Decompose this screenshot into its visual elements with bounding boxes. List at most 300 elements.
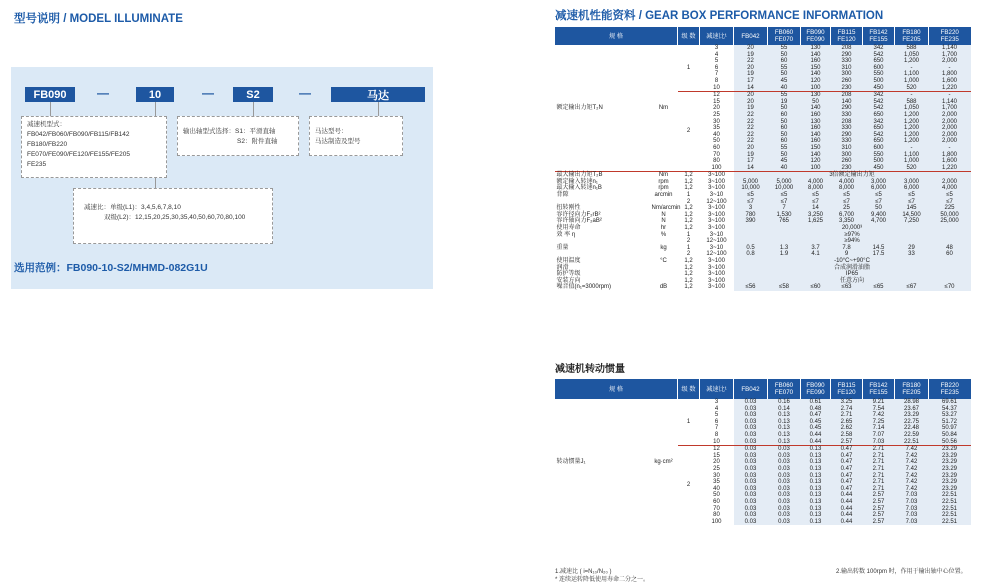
table-cell: 1,2 xyxy=(684,284,693,291)
table-cell: 1 xyxy=(686,231,691,238)
table-row xyxy=(555,258,971,265)
table-row xyxy=(555,192,971,199)
table-cell: 310 xyxy=(831,65,863,72)
table-cell: 19 xyxy=(734,105,768,112)
table-cell: 7.42 xyxy=(895,486,929,493)
row-label: 转动惯量J₁ xyxy=(556,458,586,465)
motor-description: 马达型号： 马达制造及型号 xyxy=(309,116,403,156)
table-cell: 0.13 xyxy=(801,459,831,466)
table-cell: 0.13 xyxy=(801,453,831,460)
table-row xyxy=(555,218,971,225)
table-cell: 5 xyxy=(714,412,719,419)
table-cell: 2.57 xyxy=(863,492,895,499)
table-cell: 145 xyxy=(895,205,929,212)
table-cell: 1,600 xyxy=(929,158,971,165)
row-unit: hr xyxy=(660,225,667,232)
table-cell: 9,400 xyxy=(863,212,895,219)
table-row xyxy=(555,284,971,291)
table-cell: 3倍额定输出力矩 xyxy=(734,172,971,179)
table-cell: 30 xyxy=(713,118,720,125)
performance-table xyxy=(554,27,971,291)
table-cell: 60 xyxy=(768,112,801,119)
header-cell: 级 数 xyxy=(678,27,700,45)
table-cell: 650 xyxy=(863,125,895,132)
table-cell: 0.03 xyxy=(734,432,768,439)
row-unit: Nm/arcmin xyxy=(651,205,681,212)
shaft-description: 输出轴型式选择：S1：平滑直轴 S2：附件直轴 xyxy=(177,116,299,156)
table-cell: 0.44 xyxy=(831,506,863,513)
row-label xyxy=(555,238,650,245)
table-cell: 9.21 xyxy=(863,399,895,406)
table-cell: 0.03 xyxy=(768,446,801,453)
table-cell: 14 xyxy=(801,205,831,212)
table-cell: 22 xyxy=(734,138,768,145)
table-cell: 7.03 xyxy=(895,519,929,526)
connector-line xyxy=(378,102,379,116)
table-cell: 19 xyxy=(734,71,768,78)
table-cell: 25 xyxy=(713,465,720,472)
table-cell: 160 xyxy=(801,138,831,145)
model-code-ratio: 10 xyxy=(136,87,174,102)
table-cell: 10 xyxy=(713,438,720,445)
table-cell: 1,000 xyxy=(895,158,929,165)
table-cell: 342 xyxy=(863,45,895,52)
row-label: 安装方向 xyxy=(556,277,581,284)
table-cell: 290 xyxy=(831,105,863,112)
table-cell: 0.03 xyxy=(734,453,768,460)
table-cell: ≤63 xyxy=(831,284,863,291)
table-cell: ≤58 xyxy=(768,284,801,291)
table-cell: 2.71 xyxy=(863,446,895,453)
table-cell: 0.03 xyxy=(734,419,768,426)
table-row xyxy=(555,232,971,239)
table-cell: 10 xyxy=(713,84,720,91)
header-cell: FB142 FE155 xyxy=(863,379,895,399)
table-cell: 55 xyxy=(768,45,801,52)
table-row xyxy=(555,199,971,206)
table-cell: 3,250 xyxy=(801,212,831,219)
table-cell: 600 xyxy=(863,65,895,72)
table-cell: 50.84 xyxy=(929,432,971,439)
table-cell: 23.29 xyxy=(929,486,971,493)
table-cell: 140 xyxy=(801,132,831,139)
table-cell: 1,2 xyxy=(684,185,693,192)
table-cell: 0.03 xyxy=(768,466,801,473)
table-cell: 0.03 xyxy=(734,399,768,406)
table-cell: 7.03 xyxy=(895,499,929,506)
row-unit: N xyxy=(661,218,666,225)
header-cell: 级 数 xyxy=(678,379,700,399)
table-cell: 7.42 xyxy=(895,473,929,480)
table-cell: 40 xyxy=(768,165,801,172)
ratio-description: 减速比：单级(L1)：3,4,5,6,7,8,10 双级(L2)：12,15,20,25,30,35,40,50,60,70,80,100 xyxy=(73,188,273,244)
table-row xyxy=(555,212,971,219)
table-cell: 10,000 xyxy=(734,185,768,192)
table-cell: 20 xyxy=(713,105,720,112)
table-cell: ≤7 xyxy=(768,199,801,206)
table-cell: 22 xyxy=(734,112,768,119)
table-cell: 0.48 xyxy=(801,406,831,413)
table-cell: 2.57 xyxy=(863,506,895,513)
table-cell: 3~100 xyxy=(708,178,725,185)
table-cell: 3~100 xyxy=(708,218,725,225)
table-cell: 330 xyxy=(831,125,863,132)
table-cell: 40 xyxy=(768,85,801,92)
table-cell: 20 xyxy=(734,92,768,99)
table-cell: 4,700 xyxy=(863,218,895,225)
table-cell: 1.3 xyxy=(768,245,801,252)
table-cell: 588 xyxy=(895,45,929,52)
table-cell: 0.03 xyxy=(734,406,768,413)
table-cell: 550 xyxy=(863,152,895,159)
table-cell: 2.62 xyxy=(831,425,863,432)
table-cell: 140 xyxy=(801,52,831,59)
table-cell: 7.07 xyxy=(863,432,895,439)
table-cell: 50 xyxy=(768,152,801,159)
connector-line xyxy=(253,102,254,116)
table-cell: 1,2 xyxy=(678,172,700,179)
table-cell: 0.44 xyxy=(801,439,831,446)
table-cell: 2,000 xyxy=(929,58,971,65)
table-cell: 23.29 xyxy=(929,453,971,460)
table-cell: 0.47 xyxy=(831,486,863,493)
table-cell: 19 xyxy=(734,152,768,159)
table-cell: 1,200 xyxy=(895,119,929,126)
row-label: 使用温度 xyxy=(556,258,581,264)
table-row xyxy=(555,278,971,285)
connector-line xyxy=(50,102,51,116)
row-unit xyxy=(650,251,678,258)
table-cell: 3,000 xyxy=(895,179,929,186)
model-code-series: FB090 xyxy=(25,87,75,102)
table-cell: 0.03 xyxy=(734,425,768,432)
table-cell: 14 xyxy=(734,85,768,92)
table-cell: 7.42 xyxy=(895,446,929,453)
table-cell: 5,000 xyxy=(768,179,801,186)
row-label: 防护等级 xyxy=(556,271,581,278)
table-cell: 23.29 xyxy=(929,479,971,486)
table-cell: 150 xyxy=(801,145,831,152)
table-cell: 55 xyxy=(768,145,801,152)
table-cell: - xyxy=(895,92,929,99)
table-cell: 7.42 xyxy=(895,453,929,460)
table-cell: 290 xyxy=(831,52,863,59)
table-cell: 22 xyxy=(734,132,768,139)
table-cell: 542 xyxy=(863,99,895,106)
table-cell: ≤7 xyxy=(895,199,929,206)
table-cell: 5,000 xyxy=(734,179,768,186)
table-cell: 1,2 xyxy=(684,218,693,225)
table-cell: ≤5 xyxy=(831,192,863,199)
row-label: 额定输入转速n₁ xyxy=(556,178,598,185)
table-cell: 2,000 xyxy=(929,112,971,119)
table-cell: 0.03 xyxy=(734,459,768,466)
table-cell: ≥94% xyxy=(734,238,971,245)
table-cell: 8 xyxy=(714,77,719,84)
table-cell: 7.42 xyxy=(895,459,929,466)
table-cell: 130 xyxy=(801,92,831,99)
table-cell: 225 xyxy=(929,205,971,212)
table-cell: 3~100 xyxy=(708,284,725,291)
table-cell: 130 xyxy=(801,45,831,52)
table-cell: 2,000 xyxy=(929,179,971,186)
table-cell: 120 xyxy=(801,78,831,85)
table-cell: 9 xyxy=(831,251,863,258)
table-cell: 50.97 xyxy=(929,425,971,432)
table-cell: - xyxy=(895,65,929,72)
header-cell: 减速比¹ xyxy=(700,379,734,399)
table-cell: ≥97% xyxy=(734,232,971,239)
table-cell: 1,220 xyxy=(929,165,971,172)
row-label: 容许径向力F₂rB² xyxy=(556,211,601,218)
table-cell: 2.71 xyxy=(863,479,895,486)
header-cell: 规 格 xyxy=(555,379,678,399)
table-cell: 650 xyxy=(863,58,895,65)
table-cell: 310 xyxy=(831,145,863,152)
table-cell: 3 xyxy=(734,205,768,212)
table-cell: 22.51 xyxy=(929,499,971,506)
table-cell: 7.03 xyxy=(863,439,895,446)
table-cell: 0.13 xyxy=(801,446,831,453)
table-cell: 542 xyxy=(863,52,895,59)
table-cell: 20,000³ xyxy=(734,225,971,232)
table-cell: 3~100 xyxy=(708,258,725,264)
table-cell: 300 xyxy=(831,152,863,159)
table-cell: 4 xyxy=(714,405,719,412)
table-cell: 22.48 xyxy=(895,425,929,432)
inertia-table xyxy=(554,379,971,525)
table-cell: 22.51 xyxy=(929,506,971,513)
table-cell: 1,100 xyxy=(895,71,929,78)
table-cell: 0.61 xyxy=(801,399,831,406)
table-cell: 0.13 xyxy=(768,425,801,432)
table-cell: 7.42 xyxy=(863,412,895,419)
table-cell: 260 xyxy=(831,78,863,85)
table-cell: 0.44 xyxy=(831,512,863,519)
row-unit: % xyxy=(660,231,667,238)
table-cell: 3.7 xyxy=(801,245,831,252)
table-cell: 1,600 xyxy=(929,78,971,85)
table-cell: 12~100 xyxy=(706,198,727,205)
table-cell: 19 xyxy=(734,52,768,59)
table-cell: 1,200 xyxy=(895,138,929,145)
table-cell: 4.1 xyxy=(801,251,831,258)
row-label: 背隙 xyxy=(556,192,569,199)
header-cell: FB060 FE070 xyxy=(768,379,801,399)
table-cell: 6,700 xyxy=(831,212,863,219)
table-cell: - xyxy=(929,65,971,72)
table-cell: 1,050 xyxy=(895,52,929,59)
table-cell: 0.13 xyxy=(801,466,831,473)
table-cell: 290 xyxy=(831,132,863,139)
table-cell: 1,140 xyxy=(929,45,971,52)
table-cell: 450 xyxy=(863,85,895,92)
table-cell: 22.75 xyxy=(895,419,929,426)
row-unit: Nm xyxy=(658,104,669,111)
table-cell: 45 xyxy=(768,158,801,165)
table-cell: 0.13 xyxy=(801,479,831,486)
table-cell: ≤7 xyxy=(801,199,831,206)
header-cell: 减速比¹ xyxy=(700,27,734,45)
table-cell: 60 xyxy=(713,498,720,505)
table-cell: 0.13 xyxy=(801,512,831,519)
table-cell: 1,200 xyxy=(895,58,929,65)
table-cell: 0.03 xyxy=(734,519,768,526)
table-cell: 140 xyxy=(801,71,831,78)
table-cell: 2.71 xyxy=(863,459,895,466)
table-cell: 542 xyxy=(863,105,895,112)
table-cell: ≤5 xyxy=(863,192,895,199)
table-cell: 2 xyxy=(686,198,691,205)
table-cell: 1.9 xyxy=(768,251,801,258)
stage-cell: 2 xyxy=(678,92,700,172)
table-cell: 7,250 xyxy=(895,218,929,225)
table-cell: 0.47 xyxy=(831,466,863,473)
table-cell: 7.03 xyxy=(895,506,929,513)
table-cell: 2 xyxy=(686,238,691,245)
table-cell: 3~100 xyxy=(708,225,725,232)
table-cell: 35 xyxy=(713,479,720,486)
table-cell: 7.8 xyxy=(831,245,863,252)
row-unit: N xyxy=(661,211,666,218)
table-cell: 1,2 xyxy=(684,211,693,218)
table-cell: 0.03 xyxy=(734,466,768,473)
table-cell: 588 xyxy=(895,99,929,106)
table-cell: 19 xyxy=(768,99,801,106)
footnote: * 连续运转降低使用寿命二分之一。 xyxy=(555,577,650,583)
table-cell: 3,350 xyxy=(831,218,863,225)
table-cell: 80 xyxy=(713,512,720,519)
table-cell: 0.03 xyxy=(734,479,768,486)
table-cell: 2.58 xyxy=(831,432,863,439)
table-cell: 22.59 xyxy=(895,432,929,439)
table-cell: 0.03 xyxy=(768,459,801,466)
table-row xyxy=(555,185,971,192)
table-cell: 54.37 xyxy=(929,406,971,413)
table-cell: 7 xyxy=(714,71,719,78)
table-cell: 22.51 xyxy=(895,439,929,446)
table-cell: 14,500 xyxy=(895,212,929,219)
table-cell: 2.71 xyxy=(863,486,895,493)
table-cell: 22.51 xyxy=(929,519,971,526)
table-cell: 0.44 xyxy=(801,432,831,439)
table-cell: 2.65 xyxy=(831,419,863,426)
table-cell: 25 xyxy=(713,111,720,118)
table-cell: 20 xyxy=(734,65,768,72)
table-cell: 5 xyxy=(714,58,719,65)
table-cell: 330 xyxy=(831,58,863,65)
table-row xyxy=(555,251,971,258)
table-cell: 100 xyxy=(711,164,722,171)
table-cell: 765 xyxy=(768,218,801,225)
table-cell: 7.42 xyxy=(895,466,929,473)
table-cell: 50 xyxy=(768,119,801,126)
table-cell: 1,2 xyxy=(684,258,693,264)
table-cell: 550 xyxy=(863,71,895,78)
page-title-model: 型号说明 / MODEL ILLUMINATE xyxy=(14,13,183,25)
table-cell: 0.13 xyxy=(801,486,831,493)
table-cell: 3~100 xyxy=(708,205,725,212)
row-unit: rpm xyxy=(658,178,669,185)
header-cell: FB180 FE205 xyxy=(895,379,929,399)
table-row xyxy=(555,271,971,278)
table-cell: 12 xyxy=(700,446,734,453)
table-cell: 20 xyxy=(734,99,768,106)
table-cell: 4,000 xyxy=(831,179,863,186)
table-cell: 208 xyxy=(831,92,863,99)
table-cell: 1,625 xyxy=(801,218,831,225)
table-cell: 650 xyxy=(863,112,895,119)
table-cell: 0.03 xyxy=(768,512,801,519)
table-cell: 0.47 xyxy=(831,459,863,466)
table-cell: 3~10 xyxy=(709,192,724,199)
table-cell: 140 xyxy=(831,99,863,106)
row-label: 润滑 xyxy=(556,264,569,271)
model-example: 选用范例：FB090-10-S2/MHMD-082G1U xyxy=(14,262,208,274)
table-cell: 342 xyxy=(863,92,895,99)
table-cell: 520 xyxy=(895,165,929,172)
table-cell: 50 xyxy=(768,132,801,139)
table-cell: 3~100 xyxy=(708,264,725,271)
table-cell: 20 xyxy=(734,145,768,152)
table-cell: 8 xyxy=(714,431,719,438)
table-cell: 0.44 xyxy=(831,492,863,499)
header-cell: FB142 FE155 xyxy=(863,27,895,45)
row-unit xyxy=(650,238,678,245)
table-cell: 3~100 xyxy=(708,211,725,218)
table-cell: 0.03 xyxy=(734,512,768,519)
table-cell: 14 xyxy=(734,165,768,172)
table-cell: 0.13 xyxy=(801,492,831,499)
table-cell: 0.13 xyxy=(768,432,801,439)
table-cell: 1,2 xyxy=(684,205,693,212)
table-cell: 500 xyxy=(863,158,895,165)
table-cell: 7.03 xyxy=(895,512,929,519)
table-cell: 3~10 xyxy=(709,244,724,251)
table-cell: 29 xyxy=(895,245,929,252)
table-cell: 650 xyxy=(863,138,895,145)
table-cell: 70 xyxy=(713,505,720,512)
table-cell: 0.03 xyxy=(768,519,801,526)
table-cell: 50,000 xyxy=(929,212,971,219)
table-cell: 160 xyxy=(801,125,831,132)
table-cell: 0.03 xyxy=(768,506,801,513)
table-cell: 230 xyxy=(831,85,863,92)
table-cell: 208 xyxy=(831,45,863,52)
row-unit xyxy=(650,271,678,278)
table-cell: 50 xyxy=(768,71,801,78)
table-cell: ≤7 xyxy=(734,199,768,206)
header-cell: FB220 FE235 xyxy=(929,379,971,399)
table-cell: 12~100 xyxy=(706,251,727,258)
table-cell: 17.5 xyxy=(863,251,895,258)
table-cell: 0.13 xyxy=(768,412,801,419)
table-cell: 0.47 xyxy=(831,473,863,480)
table-cell: 2.71 xyxy=(831,412,863,419)
table-cell: 542 xyxy=(863,132,895,139)
table-cell: 14.5 xyxy=(863,245,895,252)
table-cell: 10,000 xyxy=(768,185,801,192)
header-cell: FB090 FE090 xyxy=(801,379,831,399)
row-label: 重量 xyxy=(556,244,569,251)
row-label: 效 率 η xyxy=(556,231,576,238)
table-cell: 0.47 xyxy=(831,479,863,486)
table-cell: 1,200 xyxy=(895,112,929,119)
page-title-performance: 减速机性能资料 / GEAR BOX PERFORMANCE INFORMATION xyxy=(555,10,884,22)
table-row xyxy=(555,205,971,212)
table-cell: 51.72 xyxy=(929,419,971,426)
table-cell: 0.03 xyxy=(768,453,801,460)
